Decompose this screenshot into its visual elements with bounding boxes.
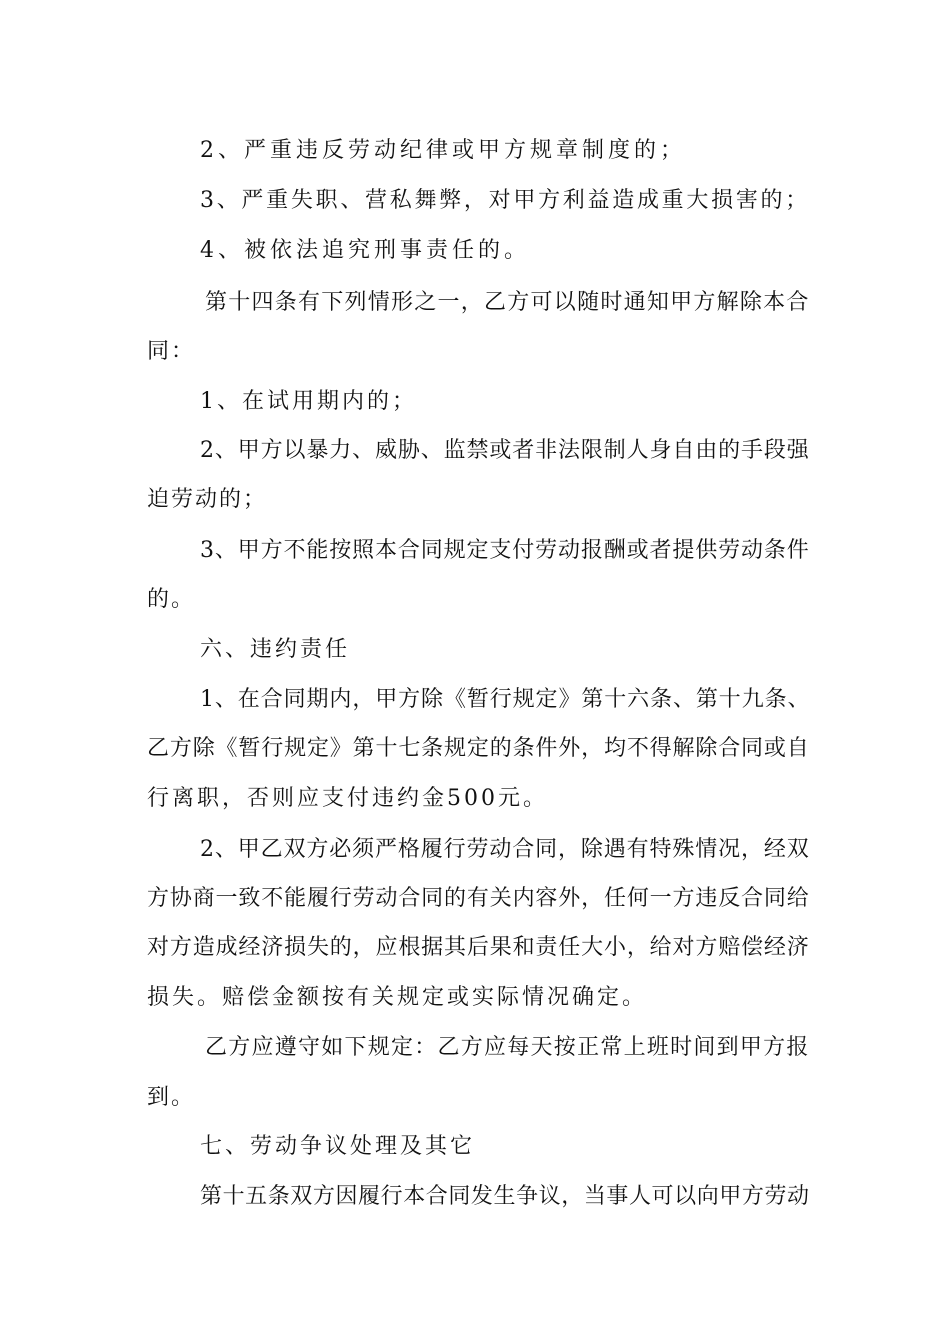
text-line: 3、严重失职、营私舞弊，对甲方利益造成重大损害的； xyxy=(200,188,810,213)
text-line: 同： xyxy=(147,339,196,364)
section-heading: 六、违约责任 xyxy=(200,637,351,662)
text-line: 的。 xyxy=(147,587,196,612)
text-line: 3、甲方不能按照本合同规定支付劳动报酬或者提供劳动条件 xyxy=(200,538,810,563)
text-line: 到。 xyxy=(147,1085,196,1110)
text-line: 行离职，否则应支付违约金500元。 xyxy=(147,786,548,811)
text-line: 第十四条有下列情形之一，乙方可以随时通知甲方解除本合 xyxy=(205,290,810,315)
text-line: 乙方除《暂行规定》第十七条规定的条件外，均不得解除合同或自 xyxy=(147,736,810,761)
text-line: 1、在合同期内，甲方除《暂行规定》第十六条、第十九条、 xyxy=(200,687,811,712)
text-line: 2、严重违反劳动纪律或甲方规章制度的； xyxy=(200,138,686,163)
text-line: 2、甲乙双方必须严格履行劳动合同，除遇有特殊情况，经双 xyxy=(200,837,810,862)
text-line: 损失。赔偿金额按有关规定或实际情况确定。 xyxy=(147,985,648,1010)
text-line: 第十五条双方因履行本合同发生争议，当事人可以向甲方劳动 xyxy=(200,1184,810,1209)
text-line: 2、甲方以暴力、威胁、监禁或者非法限制人身自由的手段强 xyxy=(200,438,810,463)
section-heading: 七、劳动争议处理及其它 xyxy=(200,1134,476,1159)
text-line: 迫劳动的； xyxy=(147,487,268,512)
text-line: 乙方应遵守如下规定：乙方应每天按正常上班时间到甲方报 xyxy=(205,1035,810,1060)
text-line: 1、在试用期内的； xyxy=(200,389,417,414)
text-line: 方协商一致不能履行劳动合同的有关内容外，任何一方违反合同给 xyxy=(147,886,810,911)
text-line: 4、被依法追究刑事责任的。 xyxy=(200,238,530,263)
text-line: 对方造成经济损失的，应根据其后果和责任大小，给对方赔偿经济 xyxy=(147,935,810,960)
